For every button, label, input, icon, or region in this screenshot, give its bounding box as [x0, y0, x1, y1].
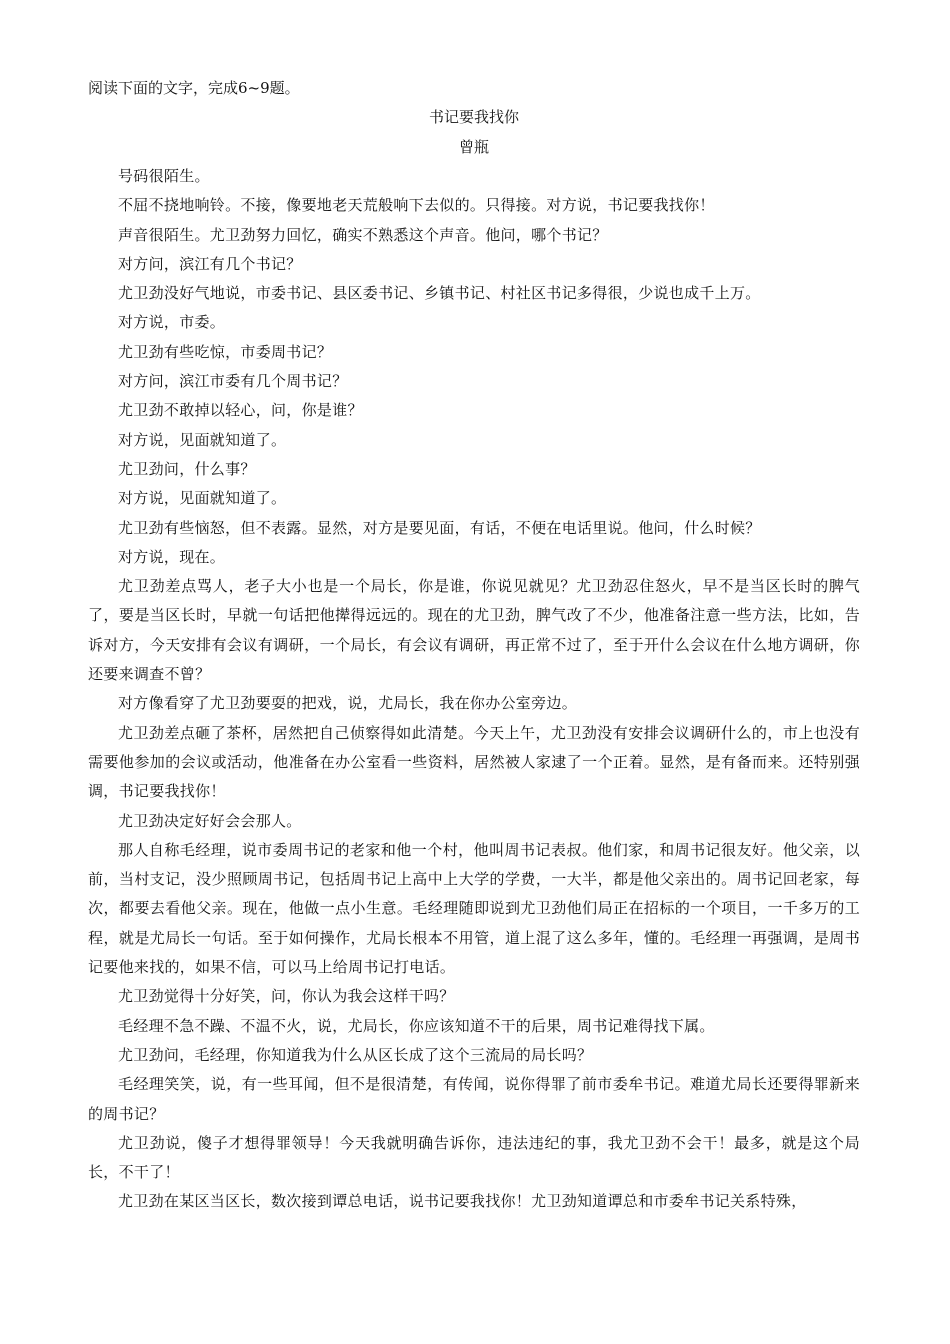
paragraph: 不屈不挠地响铃。不接，像要地老天荒般响下去似的。只得接。对方说，书记要我找你！ [118, 196, 715, 215]
article-title: 书记要我找你 [428, 108, 519, 126]
paragraph: 对方问，滨江有几个书记？ [118, 254, 302, 273]
paragraph: 对方说，市委。 [118, 313, 226, 332]
paragraph: 尤卫劲说，傻子才想得罪领导！今天我就明确告诉你，违法违纪的事，我尤卫劲不会干！最多，就是这个局长，不干了！ [88, 1133, 860, 1182]
document-page [88, 74, 860, 1217]
paragraph: 尤卫劲差点骂人，老子大小也是一个局长，你是谁，你说见就见？尤卫劲忍住怒火，早不是当区长时的脾气了，要是当区长时，早就一句话把他撵得远远的。现在的尤卫劲，脾气改了不少，他准备注意一些方法，比如，告诉对方，今天安排有会议有调研，一个局长，有会议有调研，再正常不过了，至于开什么会议在什么地方调研，你还要来调查不曾？ [88, 577, 860, 684]
paragraph: 尤卫劲问，什么事？ [118, 459, 256, 478]
paragraph: 毛经理笑笑，说，有一些耳闻，但不是很清楚，有传闻，说你得罪了前市委牟书记。难道尤局长还要得罪新来的周书记？ [88, 1075, 860, 1123]
paragraph: 尤卫劲有些吃惊，市委周书记？ [118, 342, 333, 361]
question-instruction: 阅读下面的文字，完成6~9题。 [88, 79, 300, 97]
paragraph: 尤卫劲决定好好会会那人。 [118, 811, 302, 830]
paragraph: 毛经理不急不躁、不温不火，说，尤局长，你应该知道不干的后果，周书记难得找下属。 [118, 1016, 715, 1035]
paragraph: 尤卫劲有些恼怒，但不表露。显然，对方是要见面，有话，不便在电话里说。他问，什么时候？ [118, 518, 761, 537]
paragraph: 对方说，现在。 [118, 547, 226, 566]
article-body [88, 162, 860, 1217]
paragraph: 尤卫劲没好气地说，市委书记、县区委书记、乡镇书记、村社区书记多得很，少说也成千上万。 [118, 284, 761, 303]
paragraph: 对方说，见面就知道了。 [118, 430, 287, 449]
paragraph: 尤卫劲不敢掉以轻心，问，你是谁？ [118, 401, 363, 420]
paragraph: 对方说，见面就知道了。 [118, 489, 287, 508]
paragraph: 对方问，滨江市委有几个周书记？ [118, 372, 348, 391]
paragraph: 那人自称毛经理，说市委周书记的老家和他一个村，他叫周书记表叔。他们家，和周书记很友好。他父亲，以前，当村支记，没少照顾周书记，包括周书记上高中上大学的学费，一大半，都是他父亲出的。周书记回老家，每次，都要去看他父亲。现在，他做一点小生意。毛经理随即说到尤卫劲他们局正在招标的一个项目，一千多万的工程，就是尤局长一句话。至于如何操作，尤局长根本不用管，道上混了这么多年，懂的。毛经理一再强调，是周书记要他来找的，如果不信，可以马上给周书记打电话。 [88, 840, 860, 977]
paragraph: 尤卫劲在某区当区长，数次接到谭总电话，说书记要我找你！尤卫劲知道谭总和市委牟书记关系特殊， [118, 1192, 807, 1211]
article-author: 曾瓶 [458, 138, 489, 156]
paragraph: 声音很陌生。尤卫劲努力回忆，确实不熟悉这个声音。他问，哪个书记？ [118, 225, 608, 244]
paragraph: 对方像看穿了尤卫劲要耍的把戏，说，尤局长，我在你办公室旁边。 [118, 694, 578, 713]
paragraph: 尤卫劲觉得十分好笑，问，你认为我会这样干吗？ [118, 987, 455, 1006]
paragraph: 号码很陌生。 [118, 167, 210, 185]
paragraph: 尤卫劲问，毛经理，你知道我为什么从区长成了这个三流局的局长吗？ [118, 1045, 593, 1064]
paragraph: 尤卫劲差点砸了茶杯，居然把自己侦察得如此清楚。今天上午，尤卫劲没有安排会议调研什么的，市上也没有需要他参加的会议或活动，他准备在办公室看一些资料，居然被人家逮了一个正着。显然，是有备而来。还特别强调，书记要我找你！ [88, 723, 860, 801]
